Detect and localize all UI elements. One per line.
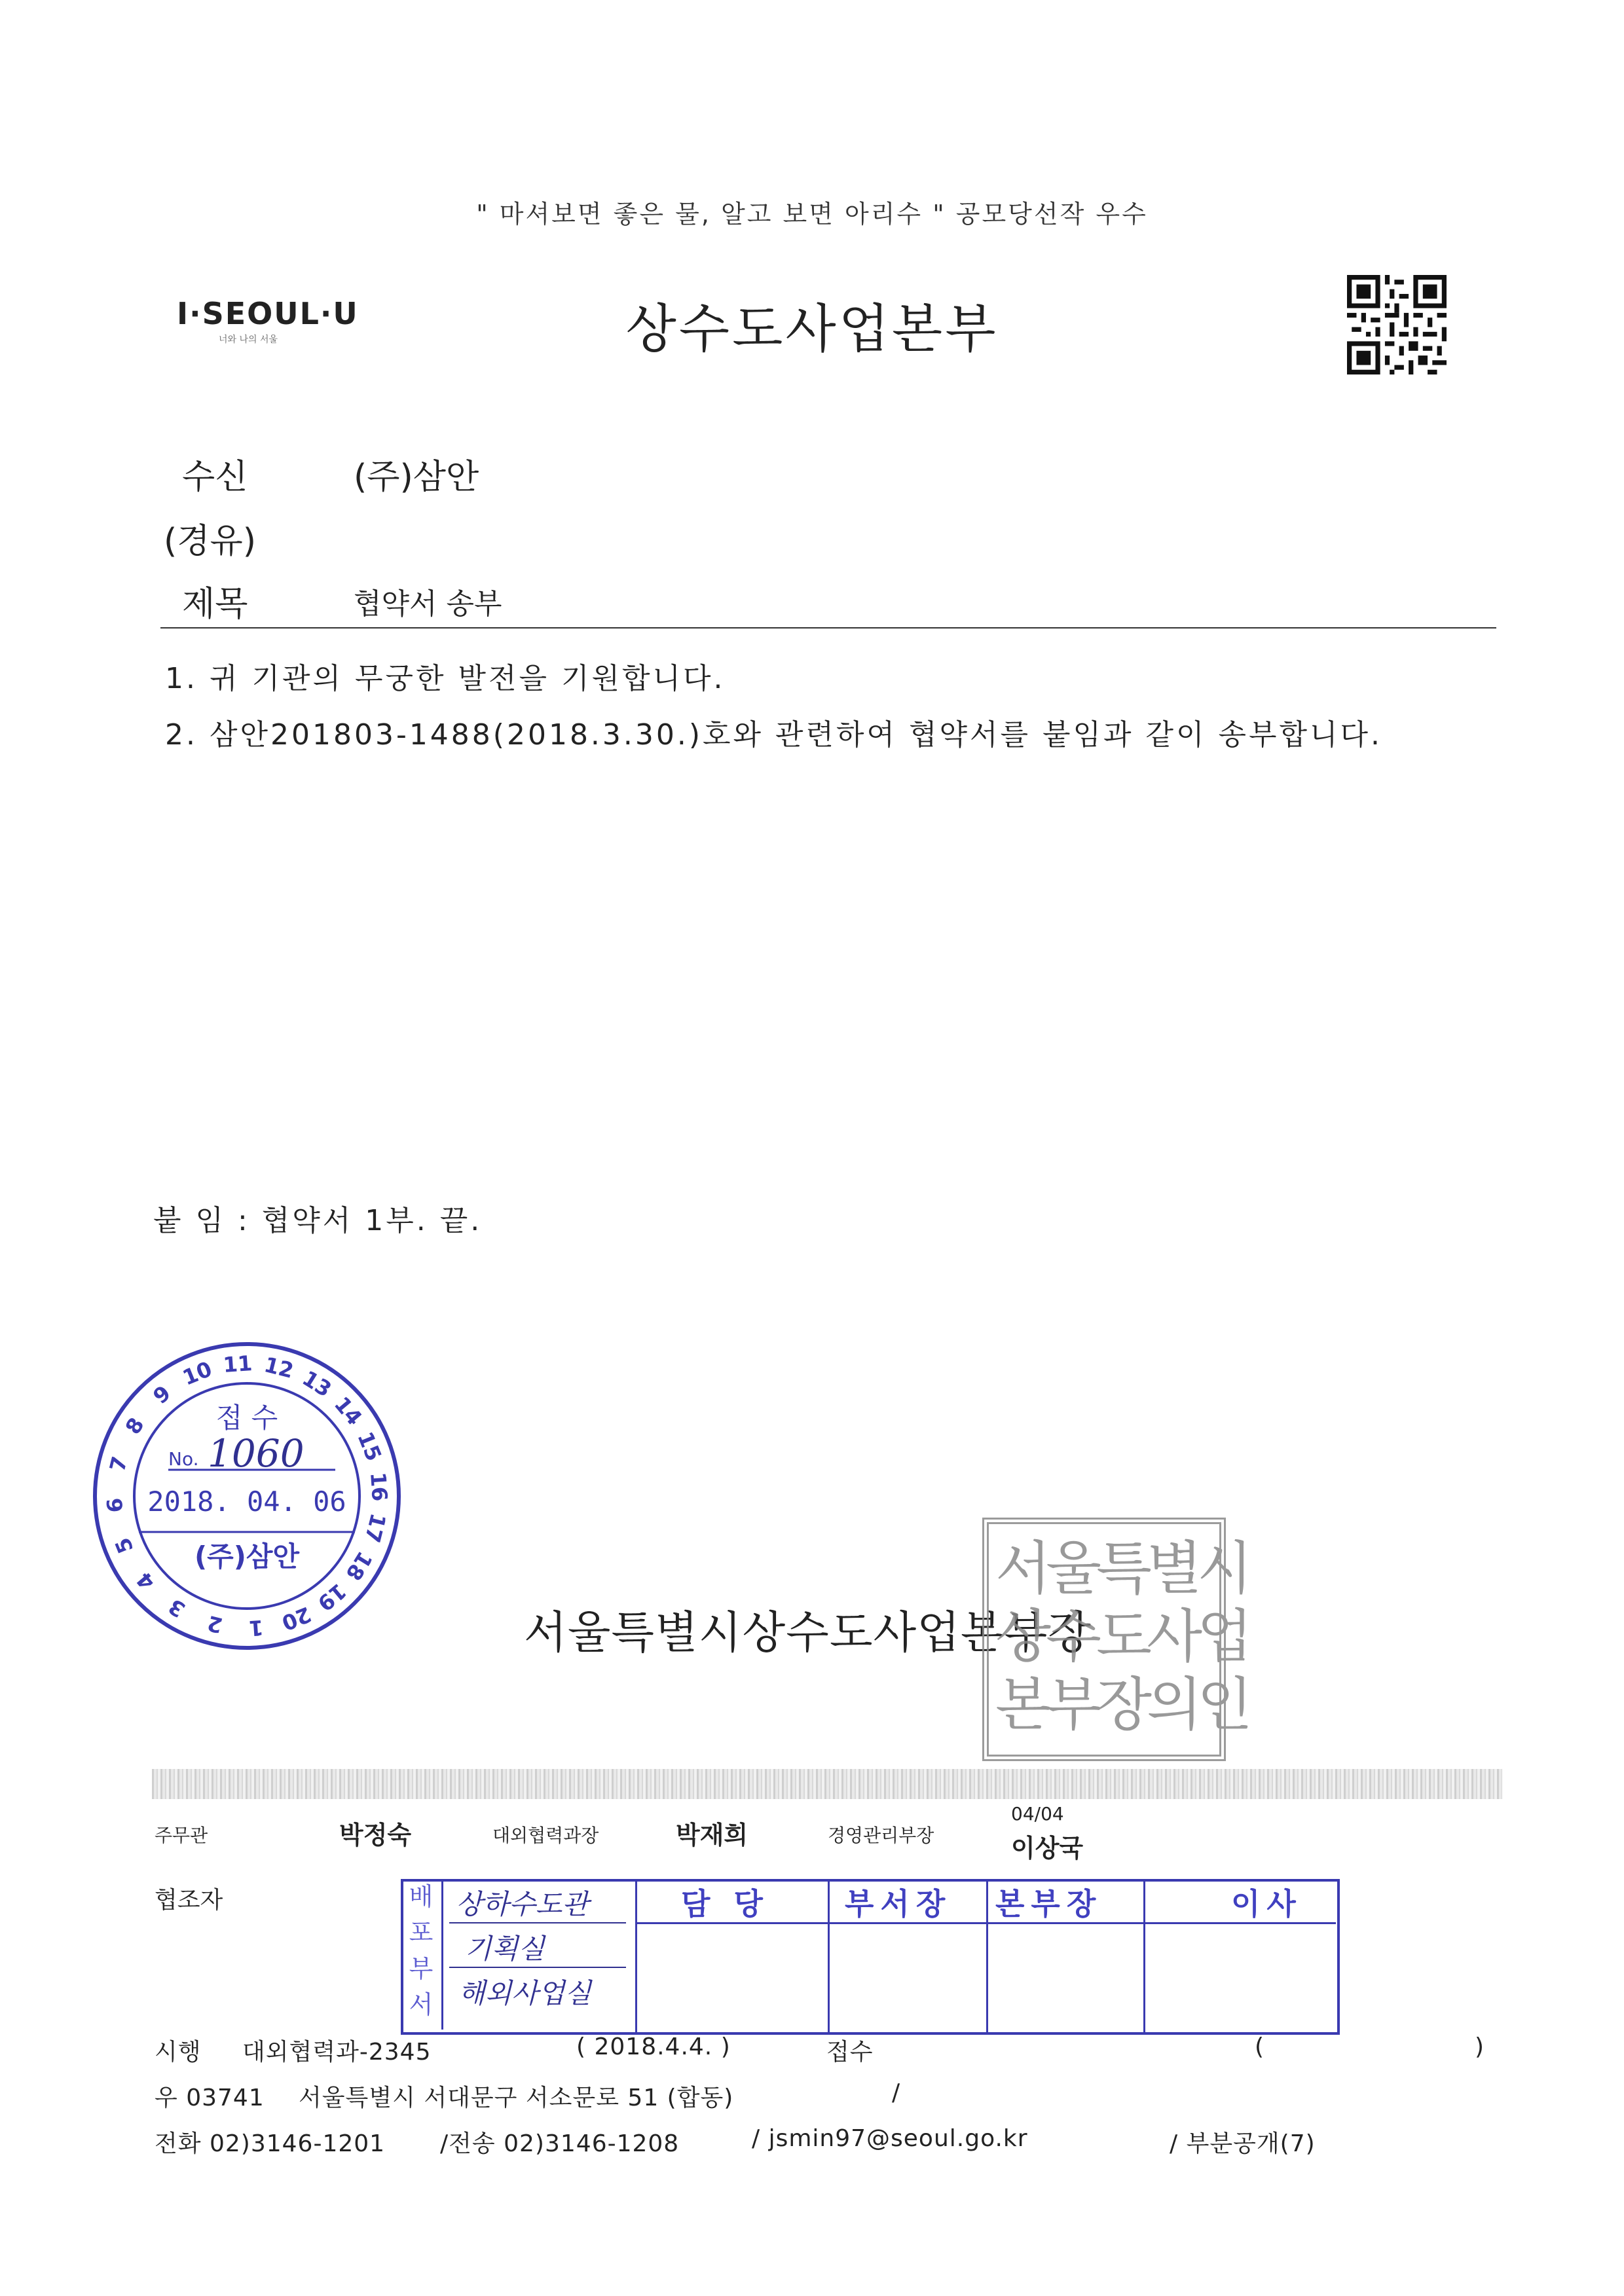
stamp-dial-number: 2 [204, 1610, 225, 1639]
handwritten-cell [449, 1879, 633, 2030]
stamp-divider-1 [635, 1879, 637, 2032]
stamp-dial-number: 20 [278, 1601, 315, 1636]
email-link[interactable]: / jsmin97@seoul.go.kr [752, 2125, 1028, 2152]
stamp-title: 접 수 [215, 1402, 278, 1434]
org-title: 상수도사업본부 [625, 299, 999, 359]
stamp-no-label: No. [168, 1448, 199, 1470]
stamp-dial-number: 6 [101, 1497, 128, 1514]
address-slash: / [892, 2079, 901, 2106]
side-char-2: 포 [409, 1918, 434, 1947]
sender-name: 서울특별시상수도사업본부장 [524, 1607, 1092, 1659]
stamp-header-isa: 이사 [1231, 1886, 1302, 1922]
cooperator-label: 협조자 [155, 1887, 223, 1914]
stamp-dial-number: 14 [329, 1391, 367, 1430]
role-1-title: 주무관 [155, 1825, 208, 1846]
slogan: " 마셔보면 좋은 물, 알고 보면 아리수 " 공모당선작 우수 [476, 200, 1148, 228]
receive-label: 접수 [826, 2039, 874, 2066]
subject-label: 제목 [182, 585, 248, 624]
stamp-dial-number: 5 [109, 1534, 139, 1558]
role-3-date: 04/04 [1011, 1803, 1064, 1825]
role-3-name: 이상국 [1011, 1834, 1084, 1863]
attachment-line: 붙 임 : 협약서 1부. 끝. [153, 1204, 483, 1237]
side-char-3: 부 [409, 1954, 434, 1983]
role-1-name: 박정숙 [339, 1821, 412, 1850]
role-2-name: 박재희 [676, 1821, 748, 1850]
postal-code: 우 03741 [155, 2085, 265, 2111]
stamp-company: (주)삼안 [194, 1540, 300, 1573]
body-line-2: 2. 삼안201803-1488(2018.3.30.)호와 관련하여 협약서를 붙임과 같이 송부합니다. [165, 718, 1383, 752]
subject-value: 협약서 송부 [354, 587, 502, 621]
handwritten-2: 기획실 [465, 1933, 545, 1965]
header-divider [160, 627, 1496, 629]
stamp-no-value: 1060 [208, 1431, 304, 1476]
tel: 전화 02)3146-1201 [155, 2130, 386, 2157]
seal-line-3: 본부장의인 [995, 1671, 1248, 1738]
recipient-label: 수신 [182, 458, 248, 497]
fax: /전송 02)3146-1208 [440, 2130, 680, 2157]
via-label: (경유) [164, 522, 257, 561]
logo-text: I·SEOUL·U [177, 296, 359, 331]
body-line-1: 1. 귀 기관의 무궁한 발전을 기원합니다. [165, 662, 726, 695]
receive-paren-close: ) [1475, 2033, 1485, 2060]
stamp-dial-number: 16 [365, 1471, 393, 1503]
distribution-side-label [401, 1879, 443, 2030]
stamp-header-damdang: 담 당 [681, 1886, 769, 1922]
stamp-divider-2 [828, 1879, 830, 2032]
stamp-divider-3 [986, 1879, 988, 2032]
qr-code-icon [1344, 275, 1450, 374]
stamp-dial-number: 18 [341, 1547, 378, 1585]
recipient-value: (주)삼안 [354, 458, 479, 497]
stamp-dial-number: 9 [148, 1380, 175, 1410]
receive-paren-open: ( [1255, 2033, 1265, 2060]
handwritten-line-1 [449, 1922, 626, 1923]
receipt-stamp [86, 1336, 407, 1656]
seal-line-1: 서울특별시 [995, 1535, 1248, 1602]
handwritten-3: 해외사업실 [458, 1977, 591, 2009]
stamp-dial-number: 17 [360, 1510, 391, 1546]
logo-subtext: 너와 나의 서울 [219, 335, 278, 345]
side-char-1: 배 [409, 1882, 434, 1911]
scan-band [152, 1769, 1502, 1799]
stamp-dial-number: 10 [179, 1356, 216, 1391]
stamp-header-bon-bu-jang: 본부장 [995, 1886, 1103, 1922]
seal-line-2: 상수도사업 [995, 1603, 1248, 1670]
enforce-label: 시행 [155, 2039, 202, 2066]
stamp-header-bu-seo-jang: 부서장 [845, 1886, 952, 1922]
stamp-divider-4 [1143, 1879, 1145, 2032]
enforce-no: 대외협력과-2345 [242, 2039, 432, 2066]
stamp-dial-number: 15 [352, 1428, 387, 1465]
stamp-dial-number: 11 [222, 1350, 253, 1378]
stamp-dial-number: 19 [312, 1578, 352, 1616]
side-char-4: 서 [409, 1990, 434, 2019]
handwritten-line-2 [449, 1967, 626, 1968]
stamp-dial-number: 13 [298, 1365, 336, 1402]
stamp-dial-number: 7 [104, 1453, 133, 1474]
stamp-dial-number: 3 [164, 1594, 190, 1623]
disclosure: / 부분공개(7) [1170, 2130, 1316, 2157]
stamp-dial-number: 8 [120, 1413, 149, 1439]
stamp-dial-number: 4 [131, 1567, 160, 1595]
enforce-date: ( 2018.4.4. ) [576, 2033, 731, 2060]
role-2-title: 대외협력과장 [492, 1825, 599, 1846]
handwritten-1: 상하수도관 [456, 1888, 589, 1920]
stamp-dial-number: 1 [248, 1614, 265, 1641]
stamp-dial-number: 12 [261, 1352, 297, 1383]
role-3-title: 경영관리부장 [828, 1825, 934, 1846]
address: 서울특별시 서대문구 서소문로 51 (합동) [299, 2085, 734, 2111]
official-seal [982, 1518, 1248, 1761]
stamp-date: 2018. 04. 06 [147, 1485, 346, 1518]
